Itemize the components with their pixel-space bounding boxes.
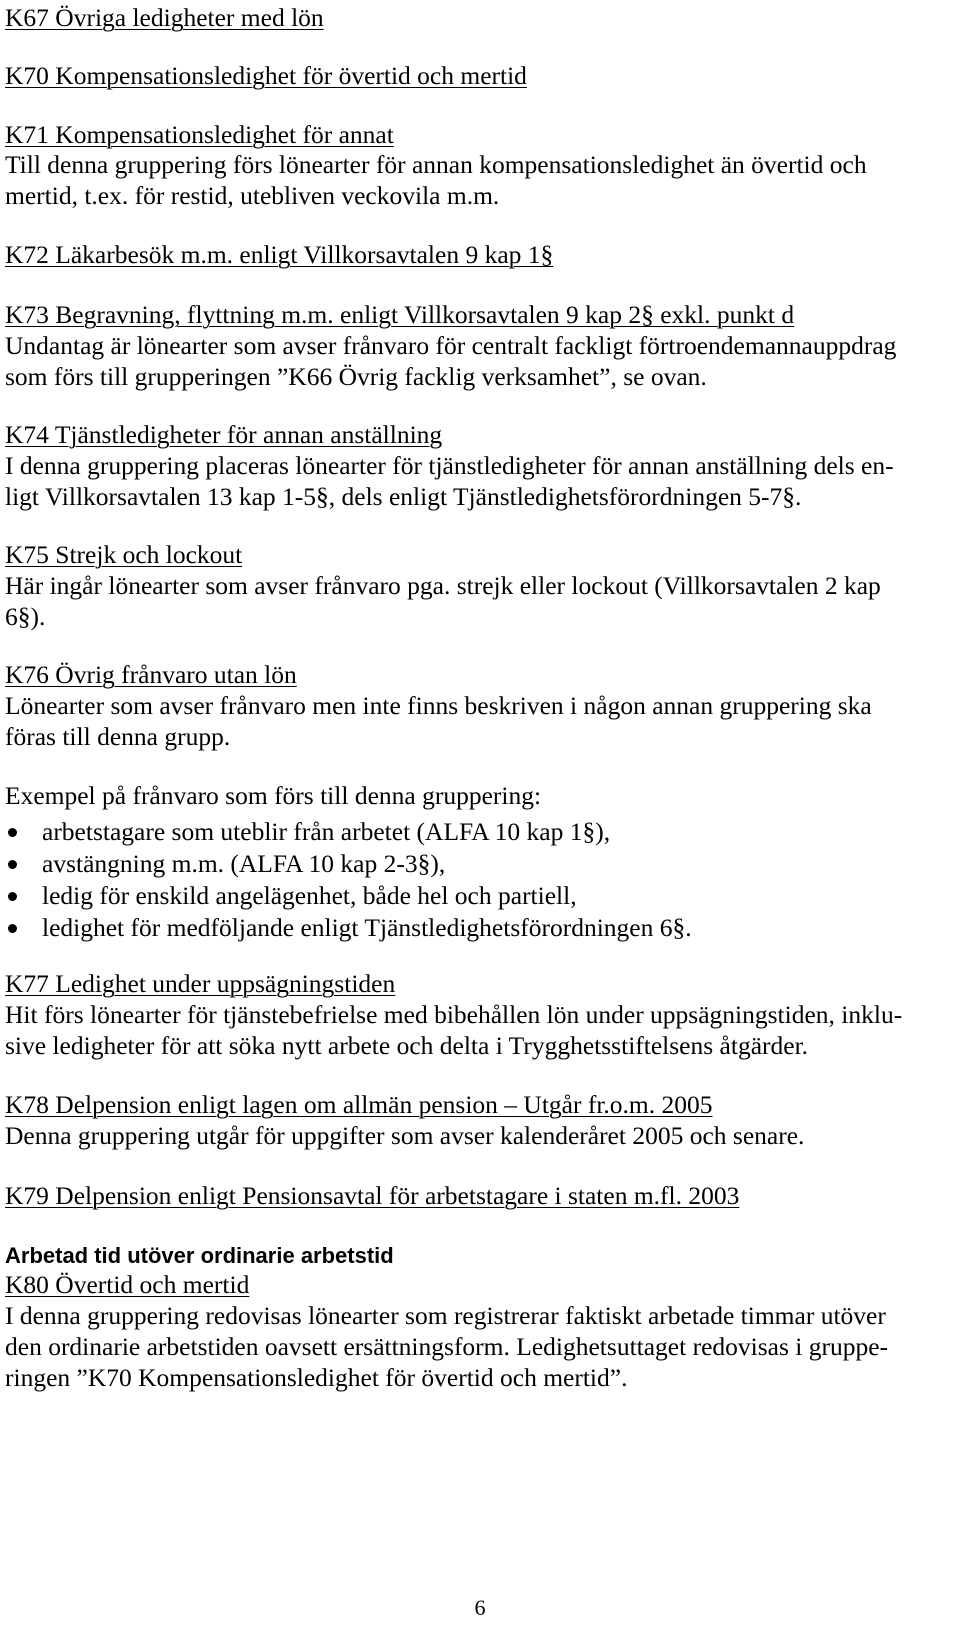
- paragraph-k71-line2: mertid, t.ex. för restid, utebliven veckovila m.m.: [5, 181, 500, 210]
- heading-k71: K71 Kompensationsledighet för annat: [5, 120, 394, 149]
- heading-k77: K77 Ledighet under uppsägningstiden: [5, 969, 396, 998]
- heading-k80: K80 Övertid och mertid: [5, 1270, 250, 1299]
- paragraph-k77-line2: sive ledigheter för att söka nytt arbete och delta i Trygghetsstiftelsens åtgärder.: [5, 1031, 809, 1060]
- bullet-icon: [8, 924, 17, 933]
- paragraph-k78-line1: Denna gruppering utgår för uppgifter som avser kalenderåret 2005 och senare.: [5, 1121, 805, 1150]
- heading-k78: K78 Delpension enligt lagen om allmän pension – Utgår fr.o.m. 2005: [5, 1090, 713, 1119]
- heading-k72: K72 Läkarbesök m.m. enligt Villkorsavtalen 9 kap 1§: [5, 240, 554, 269]
- paragraph-k76-example-intro: Exempel på frånvaro som förs till denna gruppering:: [5, 781, 542, 810]
- paragraph-k77-line1: Hit förs lönearter för tjänstebefrielse med bibehållen lön under uppsägningstiden, inklu-: [5, 1000, 903, 1029]
- paragraph-k75-line1: Här ingår lönearter som avser frånvaro pga. strejk eller lockout (Villkorsavtalen 2 kap: [5, 571, 881, 600]
- heading-k79: K79 Delpension enligt Pensionsavtal för arbetstagare i staten m.fl. 2003: [5, 1181, 740, 1210]
- heading-k76: K76 Övrig frånvaro utan lön: [5, 660, 297, 689]
- list-item-text: avstängning m.m. (ALFA 10 kap 2-3§),: [42, 849, 446, 878]
- heading-k67: K67 Övriga ledigheter med lön: [5, 3, 324, 32]
- bullet-icon: [8, 892, 17, 901]
- paragraph-k80-line3: ringen ”K70 Kompensationsledighet för övertid och mertid”.: [5, 1363, 628, 1392]
- paragraph-k71-line1: Till denna gruppering förs lönearter för annan kompensationsledighet än övertid och: [5, 150, 867, 179]
- paragraph-k80-line1: I denna gruppering redovisas lönearter som registrerar faktiskt arbetade timmar utöver: [5, 1301, 886, 1330]
- section-heading: Arbetad tid utöver ordinarie arbetstid: [5, 1243, 394, 1268]
- list-item-text: arbetstagare som uteblir från arbetet (ALFA 10 kap 1§),: [42, 817, 611, 846]
- bullet-icon: [8, 828, 17, 837]
- page-number: 6: [474, 1595, 486, 1620]
- paragraph-k74-line1: I denna gruppering placeras lönearter för tjänstledigheter för annan anställning dels en-: [5, 451, 894, 480]
- heading-k73: K73 Begravning, flyttning m.m. enligt Villkorsavtalen 9 kap 2§ exkl. punkt d: [5, 300, 795, 329]
- heading-k75: K75 Strejk och lockout: [5, 540, 243, 569]
- list-item-text: ledig för enskild angelägenhet, både hel och partiell,: [42, 881, 577, 910]
- paragraph-k74-line2: ligt Villkorsavtalen 13 kap 1-5§, dels enligt Tjänstledighetsförordningen 5-7§.: [5, 482, 802, 511]
- paragraph-k75-line2: 6§).: [5, 602, 46, 631]
- bullet-icon: [8, 860, 17, 869]
- paragraph-k73-line2: som förs till grupperingen ”K66 Övrig facklig verksamhet”, se ovan.: [5, 362, 707, 391]
- heading-k74: K74 Tjänstledigheter för annan anställning: [5, 420, 443, 449]
- paragraph-k73-line1: Undantag är lönearter som avser frånvaro för centralt fackligt förtroendemannauppdrag: [5, 331, 897, 360]
- heading-k70: K70 Kompensationsledighet för övertid och mertid: [5, 61, 527, 90]
- list-item-text: ledighet för medföljande enligt Tjänstledighetsförordningen 6§.: [42, 913, 692, 942]
- paragraph-k76-line2: föras till denna grupp.: [5, 722, 231, 751]
- paragraph-k76-line1: Lönearter som avser frånvaro men inte finns beskriven i någon annan gruppering ska: [5, 691, 872, 720]
- paragraph-k80-line2: den ordinarie arbetstiden oavsett ersättningsform. Ledighetsuttaget redovisas i gruppe-: [5, 1332, 889, 1361]
